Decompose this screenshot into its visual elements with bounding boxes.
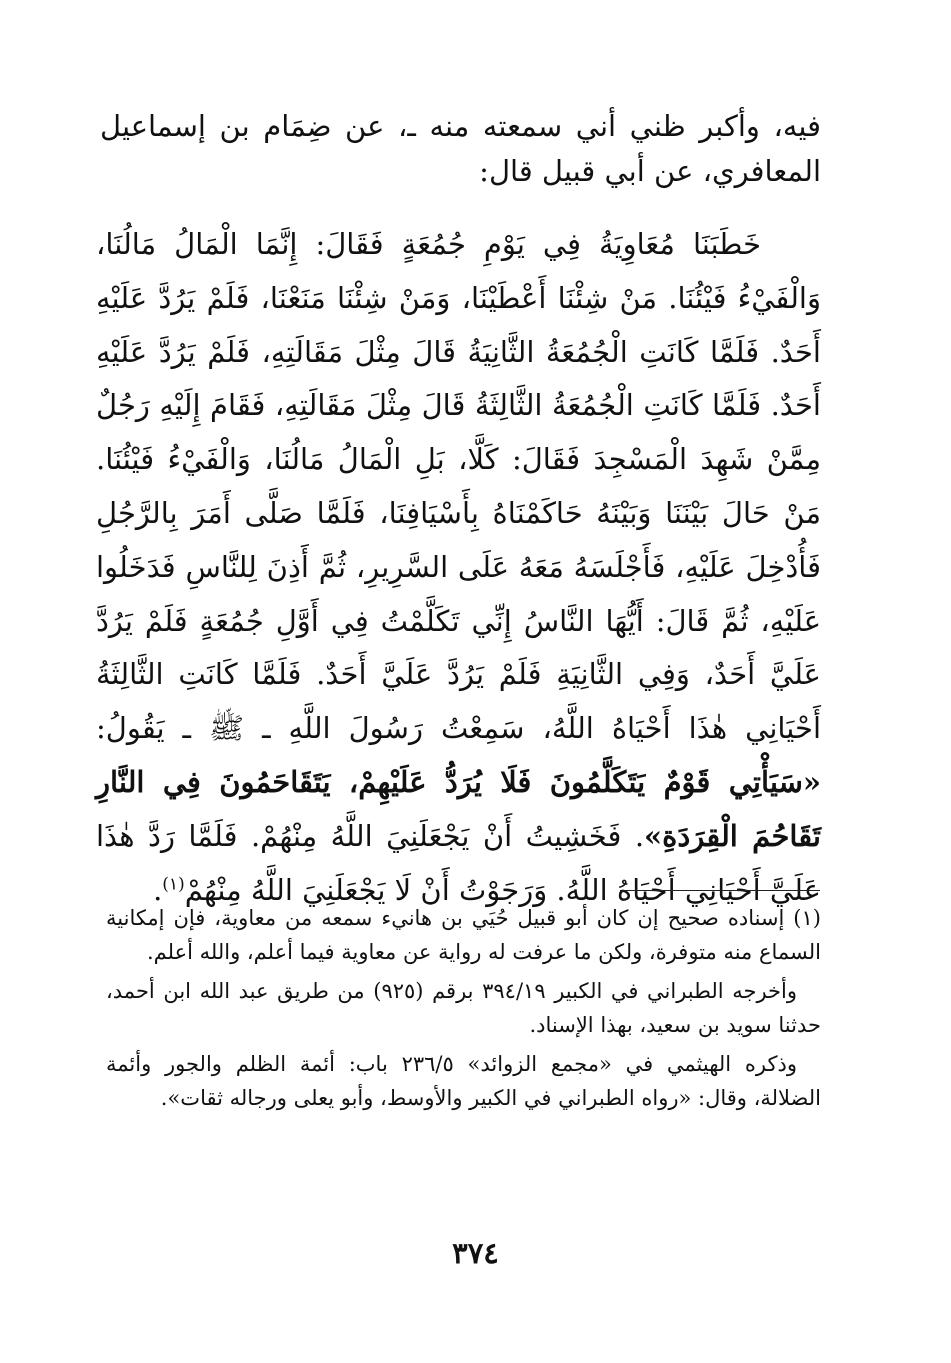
hadith-paragraph — [96, 218, 821, 917]
footnotes-block — [106, 902, 821, 1121]
intro-paragraph: فيه، وأكبر ظني أني سمعته منه ـ، عن ضِمَام بن إسماعيل المعافري، عن أبي قبيل قال: — [100, 109, 821, 188]
footnote-1: (١) إسناده صحيح إن كان أبو قبيل حُيَي بن هانيء سمعه من معاوية، فإن إمكانية السماع منه متوفرة، ولكن ما عرفت له رواية عن معاوية فيما أعلم، والله أعلم. — [106, 906, 821, 964]
hadith-narration-part2: . فَخَشِيتُ أَنْ يَجْعَلَنِيَ اللَّهُ مِنْهُمْ. فَلَمَّا رَدَّ هٰذَا عَلَيَّ أَحْيَانِي أَحْيَاهُ اللَّهُ. وَرَجَوْتُ أَنْ لَا يَجْعَلَنِيَ اللَّهُ مِنْهُمْ — [96, 818, 821, 907]
footnote-tabarani-reference: وأخرجه الطبراني في الكبير ٣٩٤/١٩ برقم (٩٢٥) من طريق عبد الله ابن أحمد، حدثنا سويد بن سعيد، بهذا الإسناد. — [106, 979, 821, 1037]
page-number: ٣٧٤ — [452, 1236, 499, 1270]
hadith-text-block — [96, 218, 821, 917]
footnote-reference: (١) — [162, 873, 185, 894]
intro-text-block — [100, 104, 821, 194]
hadith-end-punctuation: . — [153, 872, 163, 907]
prophetic-quote: «سَيَأْتِي قَوْمٌ يَتَكَلَّمُونَ فَلَا يُرَدُّ عَلَيْهِمْ، يَتَقَاحَمُونَ فِي النَّارِ تَقَاحُمَ الْقِرَدَةِ» — [96, 764, 821, 853]
hadith-narration-part1: خَطَبَنَا مُعَاوِيَةُ فِي يَوْمِ جُمُعَةٍ فَقَالَ: إِنَّمَا الْمَالُ مَالُنَا، وَالْفَيْءُ فَيْئُنَا. مَنْ شِئْنَا أَعْطَيْنَا، وَمَنْ شِئْنَا مَنَعْنَا، فَلَمْ يَرُدَّ عَلَيْهِ أَحَدٌ. فَلَمَّا كَانَتِ الْجُمُعَةُ الثَّانِيَةُ قَالَ مِثْلَ مَقَالَتِهِ، فَلَمْ يَرُدَّ عَلَيْهِ أَحَدٌ. فَلَمَّا كَانَتِ الْجُمُعَةُ الثَّالِثَةُ قَالَ مِثْلَ مَقَالَتِهِ، فَقَامَ إِلَيْهِ رَجُلٌ مِمَّنْ شَهِدَ الْمَسْجِدَ فَقَالَ: كَلَّا، بَلِ الْمَالُ مَالُنَا، وَالْفَيْءُ فَيْئُنَا. مَنْ حَالَ بَيْنَنَا وَبَيْنَهُ حَاكَمْنَاهُ بِأَسْيَافِنَا، فَلَمَّا صَلَّى أَمَرَ بِالرَّجُلِ فَأُدْخِلَ عَلَيْهِ، فَأَجْلَسَهُ مَعَهُ عَلَى السَّرِيرِ، ثُمَّ أَذِنَ لِلنَّاسِ فَدَخَلُوا عَلَيْهِ، ثُمَّ قَالَ: أَيُّهَا النَّاسُ إِنِّي تَكَلَّمْتُ فِي أَوَّلِ جُمُعَةٍ فَلَمْ يَرُدَّ عَلَيَّ أَحَدٌ، وَفِي الثَّانِيَةِ فَلَمْ يَرُدَّ عَلَيَّ أَحَدٌ. فَلَمَّا كَانَتِ الثَّالِثَةُ أَحْيَانِي هٰذَا أَحْيَاهُ اللَّهُ، سَمِعْتُ رَسُولَ اللَّهِ ـ ﷺ ـ يَقُولُ: — [96, 227, 821, 746]
footnote-separator-line — [620, 890, 820, 891]
footnote-haythami-reference: وذكره الهيثمي في «مجمع الزوائد» ٢٣٦/٥ باب: أئمة الظلم والجور وأئمة الضلالة، وقال: «رواه الطبراني في الكبير والأوسط، وأبو يعلى ورجاله ثقات». — [106, 1052, 821, 1110]
